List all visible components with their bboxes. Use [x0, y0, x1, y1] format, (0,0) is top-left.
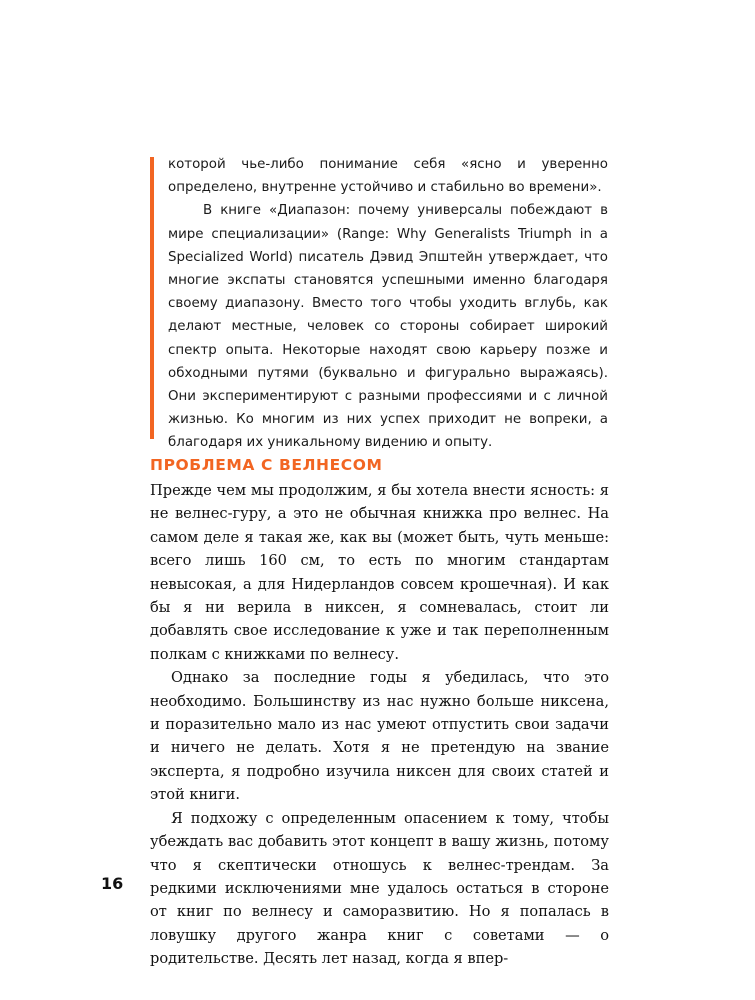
- quote-paragraph: В книге «Диапазон: почему универсалы побеждают в мире специализации» (Range: Why Generalists Triumph in a Specialized World) писатель Дэвид Эпштейн утверждает, что многие экспаты становятся успешными именно благодаря своему диапазону. Вместо того чтобы уходить вглубь, как делают местные, человек со стороны собирает широкий спектр опыта. Некоторые находят свою карьеру позже и обходными путями (буквально и фигурально выражаясь). Они экспериментируют с разными профессиями и с личной жизнью. Ко многим из них успех приходит не вопреки, а благодаря их уникальному видению и опыту.: [168, 203, 608, 451]
- quote-accent-bar: [150, 157, 154, 439]
- page-number: 16: [101, 874, 124, 893]
- body-paragraph: Я подхожу с определенным опасением к тому, чтобы убеждать вас добавить этот концепт в вашу жизнь, потому что я скептически отношусь к велнес-трендам. За редкими исключениями мне удалось остаться в стороне от книг по велнесу и саморазвитию. Но я попалась в ловушку другого жанра книг с советами — о родительстве. Десять лет назад, когда я впер-: [150, 809, 609, 968]
- quote-paragraph: которой чье-либо понимание себя «ясно и уверенно определено, внутренне устойчиво и стабильно во времени».: [168, 157, 608, 196]
- quote-block: [168, 153, 608, 455]
- section-body: [150, 479, 609, 971]
- body-paragraph: Прежде чем мы продолжим, я бы хотела внести ясность: я не велнес-гуру, а это не обычная книжка про велнес. На самом деле я такая же, как вы (может быть, чуть меньше: всего лишь 160 см, то есть по многим стандартам невысокая, а для Нидерландов совсем крошечная). И как бы я ни верила в никсен, я сомневалась, стоит ли добавлять свое исследование к уже и так переполненным полкам с книжками по велнесу.: [150, 482, 609, 663]
- body-paragraph: Однако за последние годы я убедилась, что это необходимо. Большинству из нас нужно больше никсена, и поразительно мало из нас умеют отпустить свои задачи и ничего не делать. Хотя я не претендую на звание эксперта, я подробно изучила никсен для своих статей и этой книги.: [150, 669, 609, 804]
- section-heading: ПРОБЛЕМА С ВЕЛНЕСОМ: [150, 456, 383, 474]
